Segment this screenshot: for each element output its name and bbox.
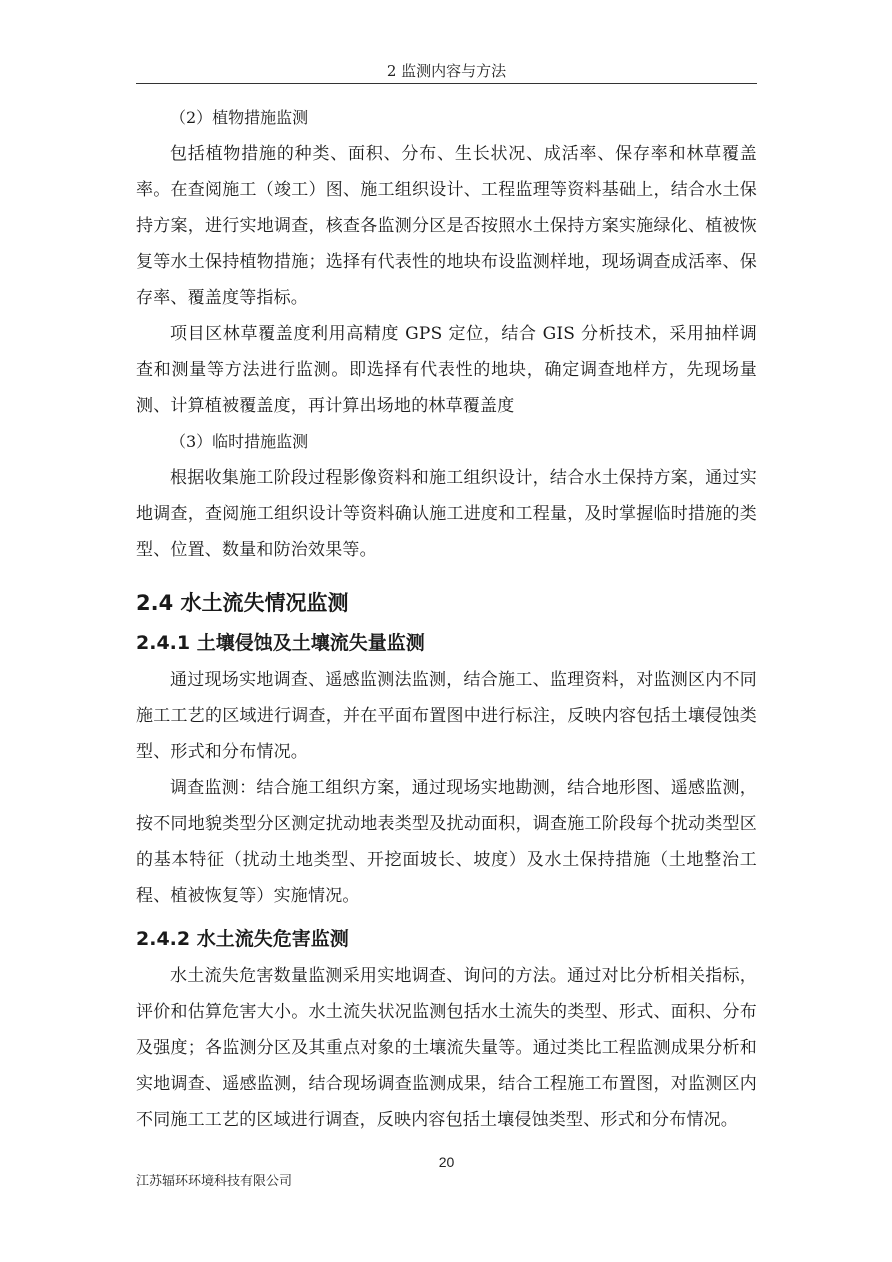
hazard-paragraph-1: 水土流失危害数量监测采用实地调查、询问的方法。通过对比分析相关指标，评价和估算危害大小。水土流失状况监测包括水土流失的类型、形式、面积、分布及强度；各监测分区及其重点对象的土壤流失量等。通过类比工程监测成果分析和实地调查、遥感监测，结合现场调查监测成果，结合工程施工布置图，对监测区内不同施工工艺的区域进行调查，反映内容包括土壤侵蚀类型、形式和分布情况。: [136, 966, 757, 1130]
temporary-paragraph-1: 根据收集施工阶段过程影像资料和施工组织设计，结合水土保持方案，通过实地调查，查阅施工组织设计等资料确认施工进度和工程量，及时掌握临时措施的类型、位置、数量和防治效果等。: [136, 468, 757, 560]
erosion-paragraph-2: 调查监测：结合施工组织方案，通过现场实地勘测，结合地形图、遥感监测，按不同地貌类型分区测定扰动地表类型及扰动面积，调查施工阶段每个扰动类型区的基本特征（扰动土地类型、开挖面坡长、坡度）及水土保持措施（土地整治工程、植被恢复等）实施情况。: [136, 778, 757, 906]
section-heading-2-4-1: 2.4.1 土壤侵蚀及土壤流失量监测: [136, 632, 425, 654]
vegetation-paragraph-1: 包括植物措施的种类、面积、分布、生长状况、成活率、保存率和林草覆盖率。在查阅施工（竣工）图、施工组织设计、工程监理等资料基础上，结合水土保持方案，进行实地调查，核查各监测分区是否按照水土保持方案实施绿化、植被恢复等水土保持植物措施；选择有代表性的地块布设监测样地，现场调查成活率、保存率、覆盖度等指标。: [136, 144, 757, 308]
section-heading-2-4: 2.4 水土流失情况监测: [136, 591, 349, 615]
erosion-paragraph-1: 通过现场实地调查、遥感监测法监测，结合施工、监理资料，对监测区内不同施工工艺的区域进行调查，并在平面布置图中进行标注，反映内容包括土壤侵蚀类型、形式和分布情况。: [136, 670, 757, 762]
page-body: [136, 100, 757, 1138]
section-heading-2-4-2: 2.4.2 水土流失危害监测: [136, 928, 349, 950]
vegetation-paragraph-2: 项目区林草覆盖度利用高精度 GPS 定位，结合 GIS 分析技术，采用抽样调查和测量等方法进行监测。即选择有代表性的地块，确定调查地样方，先现场量测、计算植被覆盖度，再计算出场地的林草覆盖度: [136, 324, 757, 416]
temporary-measures-label: （3）临时措施监测: [170, 432, 309, 451]
header-rule: [136, 83, 757, 84]
page-number: 20: [438, 1154, 455, 1170]
vegetation-measures-label: （2）植物措施监测: [170, 108, 309, 127]
page-header: 2 监测内容与方法: [386, 62, 507, 80]
company-name: 江苏辐环环境科技有限公司: [136, 1174, 293, 1189]
